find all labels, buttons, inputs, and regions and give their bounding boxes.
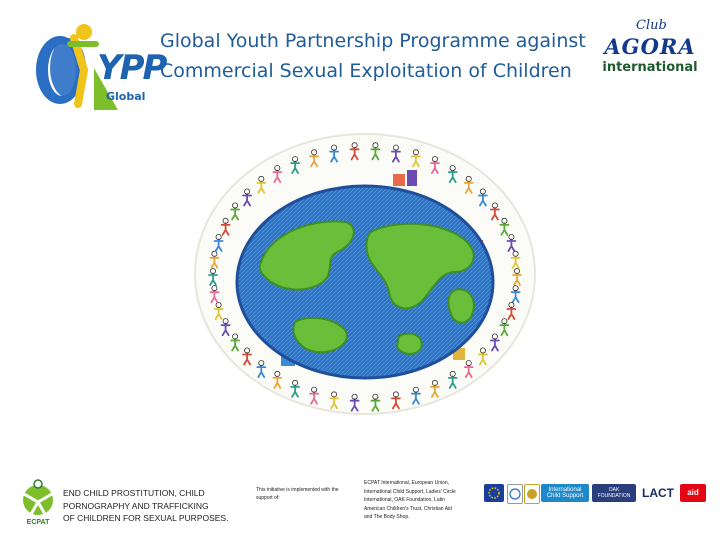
ypp-logo-subtext: Global xyxy=(106,90,146,103)
earth-drawing xyxy=(185,122,545,427)
page-title-line-1: Global Youth Partnership Programme against xyxy=(160,30,586,52)
earth-illustration xyxy=(185,122,545,427)
eu-flag-icon xyxy=(484,484,504,502)
agora-international-logo xyxy=(592,18,708,82)
lact-logo: LACT xyxy=(639,484,677,502)
oak-foundation-logo: OAK FOUNDATION xyxy=(592,484,636,502)
agora-script-text: Club xyxy=(636,18,667,33)
christian-aid-logo: aid xyxy=(680,484,706,502)
ecpat-logo-text: ECPAT xyxy=(26,519,50,526)
ecpat-figure-icon xyxy=(14,476,62,526)
ecpat-logo xyxy=(14,476,62,526)
support-note: This initiative is implemented with the support of: xyxy=(256,487,339,501)
agora-logo-subtext: international xyxy=(602,60,698,75)
un-emblem-icon xyxy=(507,484,523,504)
ics-logo: International Child Support xyxy=(541,484,589,502)
page-title-line-2: Commercial Sexual Exploitation of Children xyxy=(160,60,572,82)
partner-logos-row xyxy=(484,484,706,506)
ypp-global-logo xyxy=(18,18,166,113)
agora-logo-text: AGORA xyxy=(604,34,696,59)
ypp-logo-text: YPP xyxy=(97,48,166,88)
ladies-circle-emblem-icon xyxy=(524,484,540,504)
campaign-statement: END CHILD PROSTITUTION, CHILD PORNOGRAPHY AND TRAFFICKING OF CHILDREN FOR SEXUAL PURPOSES. xyxy=(63,488,229,523)
supporters-list: ECPAT International, European Union, International Child Support, Ladies' Circle International, OAK Foundation, Latin American Children's Trust, Christian Aid and The Body Shop. xyxy=(364,480,456,520)
